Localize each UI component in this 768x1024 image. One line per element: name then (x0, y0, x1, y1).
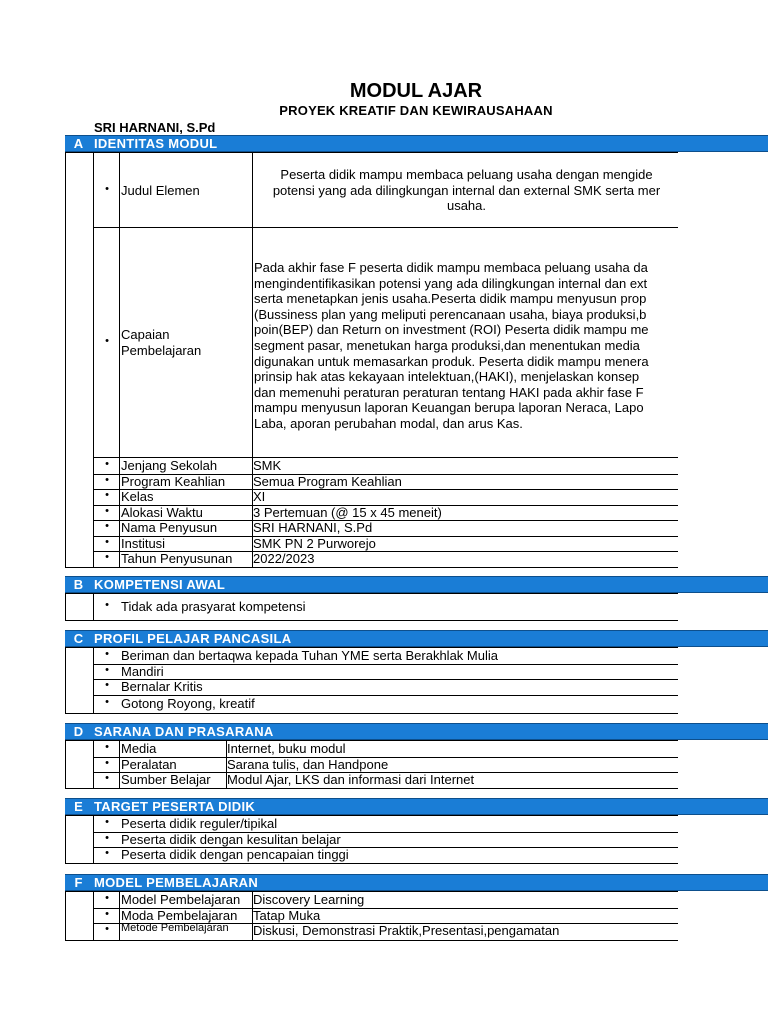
section-e-header (65, 798, 768, 815)
row-label: Institusi (121, 536, 166, 551)
author-name: SRI HARNANI, S.Pd (94, 120, 216, 135)
document-title: MODUL AJAR (349, 80, 483, 102)
row-value: 3 Pertemuan (@ 15 x 45 meneit) (253, 505, 442, 520)
row-label: Moda Pembelajaran (121, 908, 238, 923)
item-text: Tidak ada prasyarat kompetensi (121, 599, 306, 614)
judul-elemen-text: Peserta didik mampu membaca peluang usaha dengan mengide potensi yang ada dilingkungan internal dan external SMK serta mer usaha. (272, 167, 661, 214)
item-text: Bernalar Kritis (121, 679, 203, 694)
bullet-icon: • (105, 520, 109, 532)
bullet-icon: • (105, 183, 109, 195)
row-label: Tahun Penyusunan (121, 551, 233, 566)
bullet-icon: • (105, 458, 109, 470)
row-label: Jenjang Sekolah (121, 458, 218, 473)
row-label: Program Keahlian (121, 474, 226, 489)
bullet-icon: • (105, 832, 109, 844)
section-title: KOMPETENSI AWAL (94, 577, 226, 592)
bullet-icon: • (105, 599, 109, 611)
section-letter: E (74, 799, 83, 814)
section-d-header (65, 723, 768, 740)
row-value: XI (253, 489, 266, 504)
section-e-table (65, 815, 678, 864)
section-letter: A (73, 136, 84, 151)
row-value: Semua Program Keahlian (253, 474, 402, 489)
bullet-icon: • (105, 648, 109, 660)
row-label: Model Pembelajaran (121, 892, 241, 907)
row-label: Metode Pembelajaran (121, 923, 229, 934)
section-title: MODEL PEMBELAJARAN (94, 875, 259, 890)
capaian-label: Capaian Pembelajaran (121, 327, 202, 358)
item-text: Beriman dan bertaqwa kepada Tuhan YME serta Berakhlak Mulia (121, 648, 498, 663)
section-letter: C (73, 631, 84, 646)
row-value: Diskusi, Demonstrasi Praktik,Presentasi,pengamatan (253, 923, 560, 938)
item-text: Peserta didik reguler/tipikal (121, 816, 278, 831)
row-value: SMK PN 2 Purworejo (253, 536, 376, 551)
bullet-icon: • (105, 816, 109, 828)
row-label: Peralatan (121, 757, 177, 772)
bullet-icon: • (105, 757, 109, 769)
section-title: PROFIL PELAJAR PANCASILA (94, 631, 292, 646)
section-letter: B (73, 577, 84, 592)
bullet-icon: • (105, 335, 109, 347)
section-title: SARANA DAN PRASARANA (94, 724, 274, 739)
row-value: SRI HARNANI, S.Pd (253, 520, 373, 535)
section-c-table (65, 647, 678, 714)
item-text: Gotong Royong, kreatif (121, 696, 255, 711)
bullet-icon: • (105, 772, 109, 784)
row-label: Kelas (121, 489, 154, 504)
row-value: Internet, buku modul (227, 741, 346, 756)
judul-elemen-label: Judul Elemen (121, 183, 200, 198)
item-text: Mandiri (121, 664, 164, 679)
bullet-icon: • (105, 536, 109, 548)
row-label: Alokasi Waktu (121, 505, 203, 520)
section-title: IDENTITAS MODUL (94, 136, 218, 151)
section-b-header (65, 576, 768, 593)
item-text: Peserta didik dengan kesulitan belajar (121, 832, 341, 847)
section-b-table (65, 593, 678, 621)
section-f-table (65, 891, 678, 941)
row-value: Tatap Muka (253, 908, 321, 923)
row-value: 2022/2023 (253, 551, 315, 566)
bullet-icon: • (105, 551, 109, 563)
bullet-icon: • (105, 489, 109, 501)
section-a-header (65, 135, 768, 152)
bullet-icon: • (105, 923, 109, 935)
section-letter: D (73, 724, 84, 739)
capaian-text: Pada akhir fase F peserta didik mampu membaca peluang usaha da mengindentifikasikan potensi yang ada dilingkungan internal dan ext serta menetapkan jenis usaha.Peserta didik mampu menyusun prop (Bussiness plan yang meliputi perencanaan usaha, biaya produksi,b poin(BEP) dan Return on investment (ROI) Peserta didik mampu me segment pasar, menetukan harga produksi,dan menentukan media digunakan untuk memasarkan produk. Peserta didik mampu menera prinsip hak atas kekayaan intelektuan,(HAKI), menjelaskan konsep dan memenuhi peraturan peraturan tentang HAKI pada akhir fase F mampu menyusun laporan Keuangan berupa laporan Neraca, Lapo Laba, aporan perubahan modal, dan arus Kas. (254, 260, 649, 431)
bullet-icon: • (105, 908, 109, 920)
section-letter: F (74, 875, 83, 890)
bullet-icon: • (105, 664, 109, 676)
section-d-table (65, 740, 678, 789)
document-subtitle: PROYEK KREATIF DAN KEWIRAUSAHAAN (279, 103, 553, 118)
row-value: Modul Ajar, LKS dan informasi dari Internet (227, 772, 475, 787)
item-text: Peserta didik dengan pencapaian tinggi (121, 847, 349, 862)
section-title: TARGET PESERTA DIDIK (94, 799, 256, 814)
section-a-table (65, 152, 678, 568)
row-label: Sumber Belajar (121, 772, 211, 787)
bullet-icon: • (105, 505, 109, 517)
bullet-icon: • (105, 741, 109, 753)
bullet-icon: • (105, 679, 109, 691)
row-value: SMK (253, 458, 282, 473)
row-value: Sarana tulis, dan Handpone (227, 757, 389, 772)
row-value: Discovery Learning (253, 892, 365, 907)
row-label: Media (121, 741, 157, 756)
section-f-header (65, 874, 768, 891)
section-c-header (65, 630, 768, 647)
row-label: Nama Penyusun (121, 520, 218, 535)
bullet-icon: • (105, 696, 109, 708)
bullet-icon: • (105, 892, 109, 904)
bullet-icon: • (105, 474, 109, 486)
bullet-icon: • (105, 847, 109, 859)
